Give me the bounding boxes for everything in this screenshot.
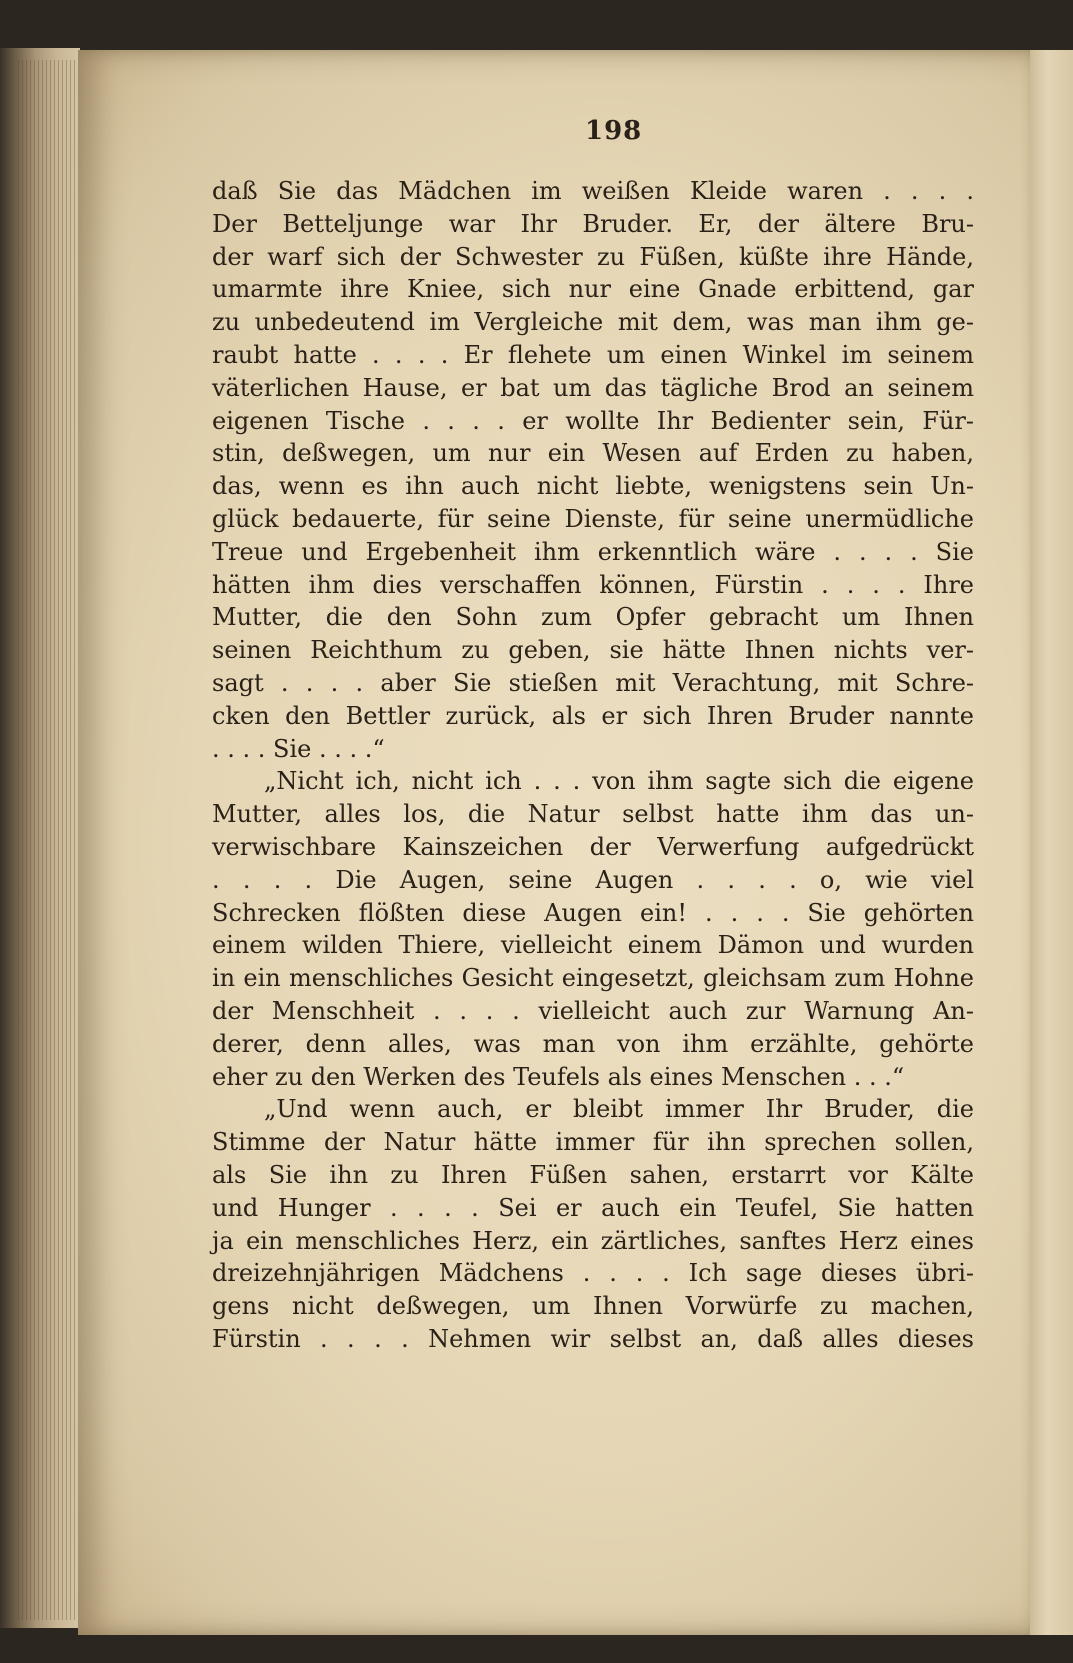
text-line: . . . . Die Augen, seine Augen . . . . o, wie viel bbox=[212, 865, 974, 894]
text-line: dreizehnjährigen Mädchens . . . . Ich sage dieses übri- bbox=[212, 1259, 974, 1288]
text-line: zu unbedeutend im Vergleiche mit dem, was man ihm ge- bbox=[212, 308, 974, 337]
text-line: väterlichen Hause, er bat um das tägliche Brod an seinem bbox=[212, 373, 974, 402]
text-line: der Menschheit . . . . vielleicht auch zur Warnung An- bbox=[212, 996, 974, 1025]
text-line: . . . . Sie . . . .“ bbox=[212, 734, 385, 763]
text-line: der warf sich der Schwester zu Füßen, küßte ihre Hände, bbox=[212, 242, 974, 271]
text-line: hätten ihm dies verschaffen können, Fürstin . . . . Ihre bbox=[212, 570, 974, 599]
text-line: Fürstin . . . . Nehmen wir selbst an, daß alles dieses bbox=[212, 1324, 974, 1353]
text-line: eigenen Tische . . . . er wollte Ihr Bedienter sein, Für- bbox=[212, 406, 974, 435]
text-line: Stimme der Natur hätte immer für ihn sprechen sollen, bbox=[212, 1128, 974, 1157]
text-line: daß Sie das Mädchen im weißen Kleide waren . . . . bbox=[212, 177, 974, 205]
text-line: das, wenn es ihn auch nicht liebte, wenigstens sein Un- bbox=[212, 472, 974, 501]
text-line: raubt hatte . . . . Er flehete um einen Winkel im seinem bbox=[212, 340, 974, 369]
text-line: Mutter, die den Sohn zum Opfer gebracht um Ihnen bbox=[212, 603, 974, 632]
text-line: cken den Bettler zurück, als er sich Ihren Bruder nannte bbox=[212, 701, 974, 730]
text-line: verwischbare Kainszeichen der Verwerfung aufgedrückt bbox=[212, 832, 974, 861]
text-line: gens nicht deßwegen, um Ihnen Vorwürfe zu machen, bbox=[212, 1292, 974, 1321]
text-line: als Sie ihn zu Ihren Füßen sahen, erstarrt vor Kälte bbox=[212, 1160, 974, 1189]
text-line: Mutter, alles los, die Natur selbst hatte ihm das un- bbox=[212, 800, 974, 829]
text-line: ja ein menschliches Herz, ein zärtliches, sanftes Herz eines bbox=[212, 1226, 974, 1255]
text-line: Der Betteljunge war Ihr Bruder. Er, der ältere Bru- bbox=[212, 209, 974, 238]
text-line: glück bedauerte, für seine Dienste, für seine unermüdliche bbox=[212, 504, 974, 533]
book-page-stack-lines bbox=[18, 60, 80, 1620]
text-line: umarmte ihre Kniee, sich nur eine Gnade erbittend, gar bbox=[212, 275, 974, 304]
text-line: und Hunger . . . . Sei er auch ein Teufel, Sie hatten bbox=[212, 1193, 974, 1222]
text-line: „Und wenn auch, er bleibt immer Ihr Bruder, die bbox=[264, 1095, 974, 1124]
body-text bbox=[212, 175, 974, 1356]
text-line: „Nicht ich, nicht ich . . . von ihm sagte sich die eigene bbox=[264, 767, 974, 796]
page-number: 198 bbox=[585, 116, 643, 146]
text-line: sagt . . . . aber Sie stießen mit Verachtung, mit Schre- bbox=[212, 668, 974, 697]
text-line: eher zu den Werken des Teufels als eines Menschen . . .“ bbox=[212, 1062, 905, 1091]
text-line: in ein menschliches Gesicht eingesetzt, gleichsam zum Hohne bbox=[212, 964, 974, 993]
text-line: derer, denn alles, was man von ihm erzählte, gehörte bbox=[212, 1029, 974, 1058]
text-line: seinen Reichthum zu geben, sie hätte Ihnen nichts ver- bbox=[212, 636, 974, 665]
text-line: stin, deßwegen, um nur ein Wesen auf Erden zu haben, bbox=[212, 439, 974, 468]
text-line: Schrecken flößten diese Augen ein! . . . . Sie gehörten bbox=[212, 898, 974, 927]
text-line: Treue und Ergebenheit ihm erkenntlich wäre . . . . Sie bbox=[212, 537, 974, 566]
text-line: einem wilden Thiere, vielleicht einem Dämon und wurden bbox=[212, 931, 974, 960]
facing-page-edge bbox=[1030, 50, 1073, 1635]
